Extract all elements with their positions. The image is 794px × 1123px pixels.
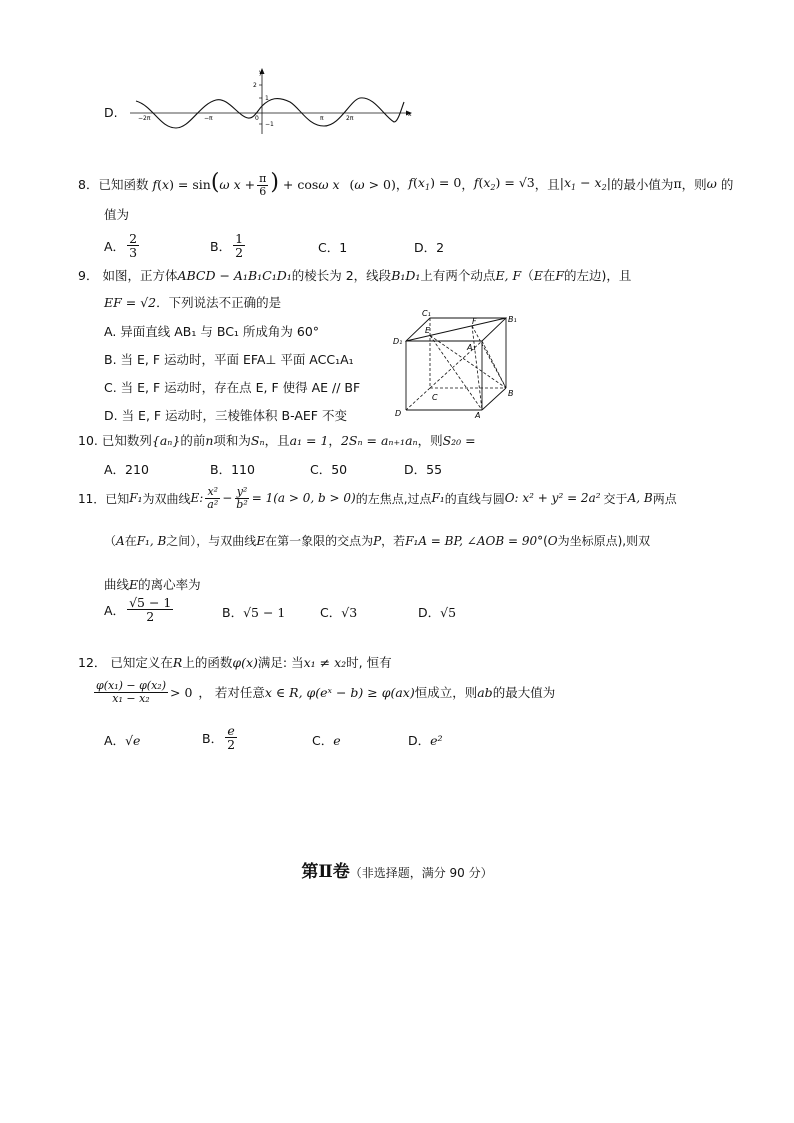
q12-option-b: B． $\frac{e}{2}$ xyxy=(202,723,236,753)
q9-option-d: D. 当 E, F 运动时，三棱锥体积 B-AEF 不变 xyxy=(104,408,347,423)
svg-text:C₁: C₁ xyxy=(422,309,431,318)
q9-number: 9． xyxy=(78,268,99,283)
q9-ef-condition: EF = √2 xyxy=(104,295,157,310)
q12-option-d: D．e² xyxy=(408,733,443,748)
x-tick-2pi: 2π xyxy=(346,115,354,122)
q10-stem: 10. 已知数列{aₙ}的前n项和为Sₙ，且a₁ = 1，2Sₙ = aₙ₊₁aₙ，则S₂₀ = xyxy=(78,433,476,448)
q9-option-c: C. 当 E, F 运动时，存在点 E, F 使得 AE // BF xyxy=(104,380,361,395)
q10-option-b: B．110 xyxy=(210,462,255,477)
q9-cube: ABCD − A₁B₁C₁D₁ xyxy=(177,268,292,283)
q8-abs-diff: $|x_1 - x_2|$ xyxy=(559,175,611,193)
y-tick-1: 1 xyxy=(265,95,269,102)
q8-option-d: D．2 xyxy=(414,240,445,255)
q8-text-4: ，且 xyxy=(534,176,560,192)
section-title-sub: （非选择题，满分 90 分） xyxy=(349,866,493,880)
q8-function: f(x) = sin(ω x + $\frac{\pi}{6}$ ) + cosω x (ω > 0) xyxy=(152,170,396,198)
q11-stem-line1: 11． 已知 F₁ 为双曲线 E: $\frac{\text{x²}}{\text{a²}}$ − $\frac{\text{y²}}{\text{b²}}$ = 1(a > 0, b > 0) 的左焦点,过点 F₁ 的直线与圆 O: x² + y² = 2a² 交于 A, B 两点 xyxy=(78,485,677,511)
q12-stem-line1: 12． 已知定义在R上的函数φ(x)满足: 当x₁ ≠ x₂时, 恒有 xyxy=(78,655,392,670)
svg-text:E: E xyxy=(425,326,431,335)
svg-text:B: B xyxy=(508,389,514,398)
section-title xyxy=(0,857,794,882)
q9-option-b: B. 当 E, F 运动时，平面 EFA⊥ 平面 ACC₁A₁ xyxy=(104,352,354,367)
q9-stem-line1: 9． 如图，正方体ABCD − A₁B₁C₁D₁的棱长为 2，线段B₁D₁上有两个动点E, F（E在F的左边)，且 xyxy=(78,268,632,283)
q7-sine-graph xyxy=(128,66,418,136)
x-tick-neg2pi: −2π xyxy=(138,115,151,122)
q8-text-5: 的最小值为 xyxy=(610,176,674,192)
q8-number: 8． xyxy=(78,176,99,192)
q11-option-b: B．√5 − 1 xyxy=(222,605,286,620)
q12-number: 12． xyxy=(78,655,107,670)
q11-option-c: C．√3 xyxy=(320,605,358,620)
svg-text:A₁: A₁ xyxy=(467,343,476,352)
y-tick-2: 2 xyxy=(253,82,257,89)
q8-text-1: 已知函数 xyxy=(98,176,149,192)
q8-text-6: ，则 xyxy=(681,176,707,192)
q11-stem-line3: 曲线E的离心率为 xyxy=(104,577,201,592)
q8-pi: π xyxy=(673,176,682,192)
q12-option-a: A．√e xyxy=(104,733,141,748)
q8-cond-2: $f(x_2) = √3$ xyxy=(473,175,535,193)
q11-number: 11． xyxy=(78,491,106,506)
q8-option-a: A． $\frac{2}{3}$ xyxy=(104,231,138,261)
x-tick-0: 0 xyxy=(255,115,259,122)
section-title-main: 第Ⅱ卷 xyxy=(301,862,350,882)
q8-stem-line2: 值为 xyxy=(104,207,130,222)
svg-text:A: A xyxy=(475,411,481,420)
q9-stem-line2: EF = √2．下列说法不正确的是 xyxy=(104,295,282,310)
q11-option-d: D．√5 xyxy=(418,605,457,620)
q10-number: 10. xyxy=(78,433,98,448)
x-tick-negpi: −π xyxy=(204,115,213,122)
y-tick-neg1: −1 xyxy=(265,121,274,128)
svg-text:D: D xyxy=(395,409,402,418)
q8-omega: ω xyxy=(706,176,717,192)
q8-text-3: ， xyxy=(461,176,474,192)
q10-option-d: D．55 xyxy=(404,462,443,477)
svg-text:B₁: B₁ xyxy=(508,315,517,324)
q8-option-b: B． $\frac{1}{2}$ xyxy=(210,231,244,261)
q8-text-7: 的 xyxy=(720,176,734,192)
q9-option-a: A. 异面直线 AB₁ 与 BC₁ 所成角为 60° xyxy=(104,324,320,339)
q10-option-c: C．50 xyxy=(310,462,348,477)
q8-cond-1: $f(x_1) = 0$ xyxy=(408,175,462,193)
x-axis-label: x xyxy=(408,111,412,118)
q12-stem-line2: $\frac{\text{φ(x₁) − φ(x₂)}}{\text{x₁ − x₂}}$ > 0 ， 若对任意 x ∈ R, φ(eˣ − b) ≥ φ(ax) 恒成立，则 ab 的最大值为 xyxy=(96,679,556,705)
q8-stem-line1 xyxy=(78,170,733,198)
q11-option-a: A． $\frac{√5 - 1}{2}$ xyxy=(104,595,172,625)
q8-text-2: ， xyxy=(395,176,409,192)
y-axis-label: y xyxy=(259,69,263,76)
q8-option-c: C．1 xyxy=(318,240,348,255)
svg-text:C: C xyxy=(432,393,438,402)
x-tick-pi: π xyxy=(320,115,324,122)
q7-option-d-label: D. xyxy=(104,105,118,120)
q12-option-c: C．e xyxy=(312,733,341,748)
q11-stem-line2: （A在F₁, B之间），与双曲线E在第一象限的交点为P，若F₁A = BP, ∠AOB = 90°(O为坐标原点),则双 xyxy=(104,534,651,548)
svg-text:F: F xyxy=(472,317,477,326)
q9-cube-figure xyxy=(390,308,525,420)
svg-text:D₁: D₁ xyxy=(393,337,403,346)
q10-option-a: A．210 xyxy=(104,462,149,477)
